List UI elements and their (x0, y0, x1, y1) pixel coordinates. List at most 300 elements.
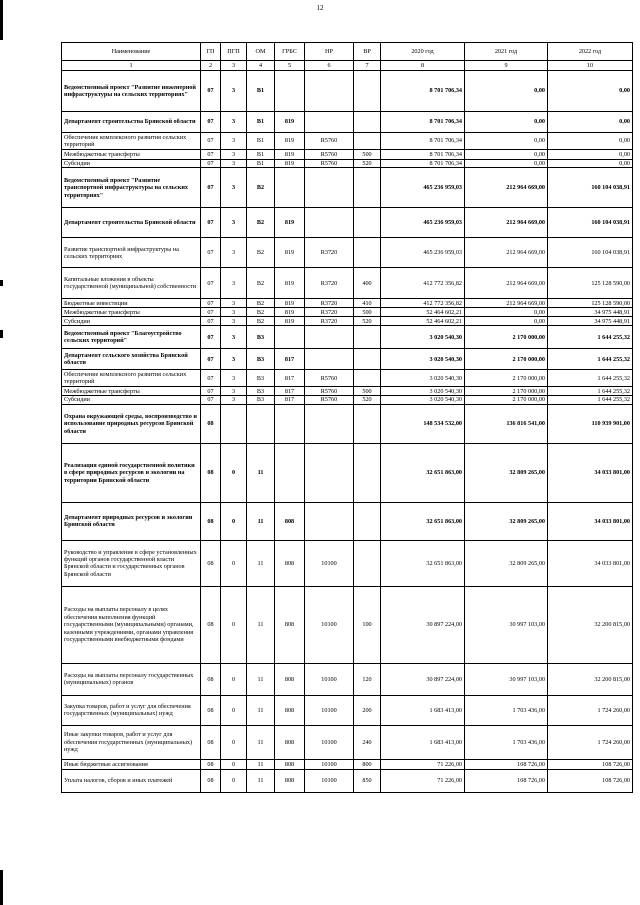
cell-vr (354, 540, 381, 586)
cell-2020: 3 020 540,30 (381, 370, 465, 387)
cell-gp: 08 (201, 443, 221, 502)
cell-gp: 07 (201, 71, 221, 112)
cell-om: В1 (247, 150, 275, 160)
col-number: 1 (62, 61, 201, 71)
cell-pgp: 3 (221, 150, 247, 160)
cell-gp: 07 (201, 238, 221, 268)
cell-name: Обеспечение комплексного развития сельских территорий (62, 370, 201, 387)
cell-grbs (275, 168, 305, 208)
cell-nr (305, 404, 354, 443)
cell-gp: 07 (201, 133, 221, 150)
cell-name: Расходы на выплаты персоналу в целях обеспечения выполнения функций государственными (муниципальными) органами, казенными учреждениями, органами управления государственными внебюджетными фондами (62, 586, 201, 663)
cell-name: Иные бюджетные ассигнования (62, 759, 201, 769)
cell-name: Межбюджетные трансферты (62, 308, 201, 317)
col-number: 7 (354, 61, 381, 71)
cell-om (247, 404, 275, 443)
cell-pgp: 3 (221, 387, 247, 396)
cell-pgp: 3 (221, 370, 247, 387)
cell-gp: 07 (201, 349, 221, 370)
cell-grbs (275, 326, 305, 349)
cell-2021: 2 170 000,00 (465, 349, 548, 370)
col-number: 6 (305, 61, 354, 71)
cell-2022: 110 939 901,00 (548, 404, 633, 443)
cell-vr: 410 (354, 299, 381, 308)
cell-grbs: 808 (275, 769, 305, 792)
cell-om: 11 (247, 443, 275, 502)
table-row (62, 326, 633, 349)
cell-vr: 850 (354, 769, 381, 792)
table-row (62, 404, 633, 443)
cell-gp: 07 (201, 308, 221, 317)
cell-2021: 108 726,00 (465, 769, 548, 792)
cell-2020: 8 701 706,34 (381, 112, 465, 133)
col-number: 5 (275, 61, 305, 71)
cell-2021: 2 170 000,00 (465, 387, 548, 396)
cell-2021: 212 964 669,00 (465, 238, 548, 268)
cell-vr (354, 133, 381, 150)
cell-name: Межбюджетные трансферты (62, 150, 201, 160)
cell-nr: 10100 (305, 725, 354, 759)
col-header-2021: 2021 год (465, 43, 548, 61)
cell-gp: 07 (201, 396, 221, 404)
cell-pgp: 0 (221, 443, 247, 502)
cell-gp: 07 (201, 299, 221, 308)
cell-pgp: 0 (221, 663, 247, 695)
cell-nr (305, 349, 354, 370)
cell-pgp: 3 (221, 299, 247, 308)
cell-grbs: 808 (275, 663, 305, 695)
cell-gp: 08 (201, 540, 221, 586)
cell-grbs: 808 (275, 586, 305, 663)
cell-nr: R3720 (305, 238, 354, 268)
cell-2020: 465 236 959,03 (381, 208, 465, 238)
cell-grbs (275, 404, 305, 443)
cell-om: 11 (247, 540, 275, 586)
table-row (62, 308, 633, 317)
cell-2020: 412 772 356,82 (381, 268, 465, 299)
cell-name: Бюджетные инвестиции (62, 299, 201, 308)
cell-2021: 1 703 436,00 (465, 725, 548, 759)
cell-nr (305, 112, 354, 133)
cell-grbs: 808 (275, 540, 305, 586)
table-row (62, 443, 633, 502)
cell-gp: 08 (201, 663, 221, 695)
table-row (62, 238, 633, 268)
cell-om: В2 (247, 268, 275, 299)
cell-2020: 30 897 224,00 (381, 663, 465, 695)
cell-2021: 0,00 (465, 112, 548, 133)
col-header-name: Наименование (62, 43, 201, 61)
cell-2021: 0,00 (465, 317, 548, 326)
cell-2022: 1 724 260,00 (548, 725, 633, 759)
cell-name: Межбюджетные трансферты (62, 387, 201, 396)
budget-table (61, 42, 633, 793)
cell-2022: 160 104 038,91 (548, 238, 633, 268)
cell-grbs: 817 (275, 349, 305, 370)
cell-gp: 08 (201, 725, 221, 759)
cell-2022: 34 033 801,00 (548, 502, 633, 540)
cell-2022: 32 200 815,00 (548, 663, 633, 695)
cell-om: В1 (247, 112, 275, 133)
cell-om: 11 (247, 725, 275, 759)
cell-nr (305, 71, 354, 112)
cell-gp: 07 (201, 112, 221, 133)
cell-2020: 8 701 706,34 (381, 160, 465, 168)
table-row (62, 150, 633, 160)
cell-vr (354, 404, 381, 443)
cell-om: 11 (247, 663, 275, 695)
table-row (62, 695, 633, 725)
cell-om: 11 (247, 695, 275, 725)
cell-grbs: 819 (275, 268, 305, 299)
cell-vr (354, 502, 381, 540)
cell-name: Ведомственный проект "Развитие инженерной инфраструктуры на сельских территориях" (62, 71, 201, 112)
cell-pgp: 3 (221, 160, 247, 168)
col-header-gp: ГП (201, 43, 221, 61)
cell-2022: 34 033 801,00 (548, 443, 633, 502)
cell-2022: 0,00 (548, 133, 633, 150)
cell-2020: 32 651 863,00 (381, 502, 465, 540)
cell-2020: 3 020 540,30 (381, 387, 465, 396)
cell-2022: 160 104 038,91 (548, 168, 633, 208)
cell-om: В1 (247, 71, 275, 112)
col-header-2022: 2022 год (548, 43, 633, 61)
cell-name: Закупка товаров, работ и услуг для обеспечения государственных (муниципальных) нужд (62, 695, 201, 725)
cell-om: В2 (247, 168, 275, 208)
cell-pgp: 3 (221, 208, 247, 238)
cell-gp: 07 (201, 370, 221, 387)
cell-pgp: 0 (221, 540, 247, 586)
cell-2020: 3 020 540,30 (381, 326, 465, 349)
cell-pgp: 3 (221, 168, 247, 208)
table-row (62, 586, 633, 663)
table-row (62, 540, 633, 586)
table-row (62, 268, 633, 299)
cell-om: 11 (247, 769, 275, 792)
cell-2020: 465 236 959,03 (381, 168, 465, 208)
cell-name: Иные закупки товаров, работ и услуг для обеспечения государственных (муниципальных) нужд (62, 725, 201, 759)
cell-2022: 0,00 (548, 71, 633, 112)
cell-nr: R3720 (305, 308, 354, 317)
cell-om: В3 (247, 326, 275, 349)
cell-2021: 212 964 669,00 (465, 268, 548, 299)
cell-nr: R5760 (305, 150, 354, 160)
cell-pgp: 3 (221, 112, 247, 133)
cell-2020: 8 701 706,34 (381, 71, 465, 112)
cell-nr: 10100 (305, 586, 354, 663)
col-header-pgp: ПГП (221, 43, 247, 61)
table-body (62, 71, 633, 793)
cell-vr (354, 208, 381, 238)
cell-2022: 0,00 (548, 112, 633, 133)
cell-vr (354, 168, 381, 208)
cell-om: В3 (247, 349, 275, 370)
col-header-nr: НР (305, 43, 354, 61)
table-row (62, 370, 633, 387)
cell-vr: 500 (354, 150, 381, 160)
cell-2020: 148 534 532,00 (381, 404, 465, 443)
cell-vr: 120 (354, 663, 381, 695)
cell-name: Руководство и управление в сфере установленных функций органов государственной власти Брянской области и государственных органов Брянской области (62, 540, 201, 586)
cell-2020: 8 701 706,34 (381, 133, 465, 150)
cell-vr: 200 (354, 695, 381, 725)
cell-2020: 52 464 602,21 (381, 317, 465, 326)
cell-2021: 1 703 436,00 (465, 695, 548, 725)
cell-2022: 1 644 255,32 (548, 387, 633, 396)
cell-om: В2 (247, 238, 275, 268)
cell-name: Охрана окружающей среды, воспроизводство и использование природных ресурсов Брянской области (62, 404, 201, 443)
cell-nr: R5760 (305, 160, 354, 168)
cell-2021: 2 170 000,00 (465, 370, 548, 387)
cell-grbs: 819 (275, 208, 305, 238)
cell-nr (305, 168, 354, 208)
cell-vr: 240 (354, 725, 381, 759)
table-row (62, 317, 633, 326)
cell-pgp: 3 (221, 71, 247, 112)
cell-2020: 1 683 413,00 (381, 695, 465, 725)
cell-2022: 34 975 448,91 (548, 308, 633, 317)
cell-vr (354, 370, 381, 387)
cell-2021: 108 726,00 (465, 759, 548, 769)
cell-grbs: 808 (275, 725, 305, 759)
cell-name: Департамент строительства Брянской области (62, 112, 201, 133)
table-row (62, 349, 633, 370)
cell-grbs: 808 (275, 695, 305, 725)
cell-vr: 520 (354, 396, 381, 404)
cell-2021: 32 809 265,00 (465, 540, 548, 586)
cell-2020: 71 226,00 (381, 759, 465, 769)
col-number: 4 (247, 61, 275, 71)
cell-2020: 3 020 540,30 (381, 396, 465, 404)
cell-2021: 212 964 669,00 (465, 299, 548, 308)
cell-name: Капитальные вложения в объекты государственной (муниципальной) собственности (62, 268, 201, 299)
cell-grbs: 819 (275, 112, 305, 133)
cell-gp: 07 (201, 160, 221, 168)
col-number: 9 (465, 61, 548, 71)
cell-name: Реализация единой государственной политики в сфере природных ресурсов и экологии на территории Брянской области (62, 443, 201, 502)
cell-name: Департамент сельского хозяйства Брянской области (62, 349, 201, 370)
col-number: 3 (221, 61, 247, 71)
cell-om: В1 (247, 160, 275, 168)
cell-nr: 10100 (305, 540, 354, 586)
cell-grbs: 808 (275, 759, 305, 769)
cell-2021: 32 809 265,00 (465, 443, 548, 502)
cell-pgp: 3 (221, 238, 247, 268)
cell-2022: 1 644 255,32 (548, 326, 633, 349)
col-header-om: ОМ (247, 43, 275, 61)
header-row (62, 43, 633, 61)
cell-grbs: 819 (275, 299, 305, 308)
cell-2022: 125 128 590,00 (548, 299, 633, 308)
cell-2020: 30 897 224,00 (381, 586, 465, 663)
col-number: 8 (381, 61, 465, 71)
cell-2020: 52 464 602,21 (381, 308, 465, 317)
cell-2021: 0,00 (465, 150, 548, 160)
cell-grbs: 819 (275, 133, 305, 150)
table-row (62, 208, 633, 238)
cell-2021: 2 170 000,00 (465, 326, 548, 349)
column-number-row (62, 61, 633, 71)
cell-om: В2 (247, 308, 275, 317)
table-row (62, 299, 633, 308)
table-row (62, 168, 633, 208)
table-row (62, 663, 633, 695)
cell-nr: 10100 (305, 769, 354, 792)
cell-2022: 1 644 255,32 (548, 370, 633, 387)
cell-vr (354, 112, 381, 133)
cell-grbs: 817 (275, 387, 305, 396)
cell-pgp: 0 (221, 725, 247, 759)
cell-grbs: 819 (275, 160, 305, 168)
cell-nr (305, 326, 354, 349)
cell-vr (354, 71, 381, 112)
cell-name: Департамент природных ресурсов и экологии Брянской области (62, 502, 201, 540)
cell-pgp: 0 (221, 769, 247, 792)
cell-pgp: 3 (221, 396, 247, 404)
cell-2020: 71 226,00 (381, 769, 465, 792)
cell-om: В3 (247, 396, 275, 404)
cell-vr (354, 326, 381, 349)
cell-vr: 800 (354, 759, 381, 769)
cell-vr: 500 (354, 387, 381, 396)
cell-2021: 212 964 669,00 (465, 208, 548, 238)
cell-2020: 412 772 356,82 (381, 299, 465, 308)
cell-pgp: 3 (221, 308, 247, 317)
page-number: 12 (316, 4, 324, 12)
table-row (62, 71, 633, 112)
cell-name: Ведомственный проект "Развитие транспортной инфраструктуры на сельских территориях" (62, 168, 201, 208)
cell-nr: R5760 (305, 387, 354, 396)
cell-nr: R5760 (305, 133, 354, 150)
table-row (62, 396, 633, 404)
cell-name: Субсидии (62, 317, 201, 326)
cell-om: 11 (247, 586, 275, 663)
cell-om: В3 (247, 370, 275, 387)
cell-nr (305, 502, 354, 540)
cell-nr: 10100 (305, 695, 354, 725)
cell-2021: 0,00 (465, 71, 548, 112)
cell-vr: 520 (354, 160, 381, 168)
cell-2022: 160 104 038,91 (548, 208, 633, 238)
cell-2022: 0,00 (548, 150, 633, 160)
cell-grbs: 817 (275, 370, 305, 387)
cell-2022: 108 726,00 (548, 769, 633, 792)
cell-2021: 30 997 103,00 (465, 663, 548, 695)
cell-name: Субсидии (62, 160, 201, 168)
cell-gp: 08 (201, 769, 221, 792)
cell-pgp: 0 (221, 586, 247, 663)
cell-om: В2 (247, 317, 275, 326)
cell-name: Развитие транспортной инфраструктуры на сельских территориях (62, 238, 201, 268)
cell-pgp: 3 (221, 268, 247, 299)
cell-gp: 08 (201, 404, 221, 443)
scan-left-edge (0, 0, 3, 905)
col-number: 2 (201, 61, 221, 71)
cell-name: Расходы на выплаты персоналу государственных (муниципальных) органов (62, 663, 201, 695)
table-row (62, 725, 633, 759)
cell-om: 11 (247, 502, 275, 540)
cell-gp: 08 (201, 759, 221, 769)
cell-2022: 125 128 590,00 (548, 268, 633, 299)
cell-grbs: 817 (275, 396, 305, 404)
cell-2020: 3 020 540,30 (381, 349, 465, 370)
cell-pgp: 3 (221, 133, 247, 150)
cell-gp: 07 (201, 168, 221, 208)
table-row (62, 502, 633, 540)
table-row (62, 133, 633, 150)
cell-2021: 0,00 (465, 133, 548, 150)
cell-nr: R3720 (305, 317, 354, 326)
cell-2021: 32 809 265,00 (465, 502, 548, 540)
cell-grbs: 819 (275, 308, 305, 317)
cell-name: Уплата налогов, сборов и иных платежей (62, 769, 201, 792)
cell-2021: 30 997 103,00 (465, 586, 548, 663)
cell-2022: 34 033 801,00 (548, 540, 633, 586)
cell-2021: 136 816 541,00 (465, 404, 548, 443)
cell-gp: 07 (201, 268, 221, 299)
cell-2021: 2 170 000,00 (465, 396, 548, 404)
cell-gp: 08 (201, 502, 221, 540)
cell-grbs: 819 (275, 150, 305, 160)
cell-name: Обеспечение комплексного развития сельских территорий (62, 133, 201, 150)
cell-2021: 0,00 (465, 308, 548, 317)
cell-2022: 1 644 255,32 (548, 349, 633, 370)
cell-pgp: 3 (221, 326, 247, 349)
cell-2020: 465 236 959,03 (381, 238, 465, 268)
cell-pgp: 0 (221, 695, 247, 725)
cell-grbs (275, 71, 305, 112)
cell-2020: 1 683 413,00 (381, 725, 465, 759)
cell-grbs (275, 443, 305, 502)
col-header-2020: 2020 год (381, 43, 465, 61)
cell-vr: 100 (354, 586, 381, 663)
cell-pgp: 0 (221, 502, 247, 540)
cell-2022: 0,00 (548, 160, 633, 168)
table-row (62, 769, 633, 792)
cell-2022: 32 200 815,00 (548, 586, 633, 663)
cell-2021: 0,00 (465, 160, 548, 168)
cell-om: В2 (247, 208, 275, 238)
cell-vr: 500 (354, 308, 381, 317)
cell-nr (305, 443, 354, 502)
cell-gp: 07 (201, 317, 221, 326)
cell-grbs: 819 (275, 317, 305, 326)
cell-name: Департамент строительства Брянской области (62, 208, 201, 238)
cell-nr: R3720 (305, 268, 354, 299)
cell-nr: 10100 (305, 663, 354, 695)
cell-name: Субсидии (62, 396, 201, 404)
cell-gp: 07 (201, 387, 221, 396)
cell-gp: 07 (201, 150, 221, 160)
cell-pgp: 3 (221, 317, 247, 326)
cell-vr (354, 443, 381, 502)
cell-2022: 34 975 448,91 (548, 317, 633, 326)
table-row (62, 387, 633, 396)
cell-gp: 07 (201, 326, 221, 349)
cell-name: Ведомственный проект "Благоустройство сельских территорий" (62, 326, 201, 349)
cell-vr (354, 238, 381, 268)
cell-nr: R5760 (305, 396, 354, 404)
table-row (62, 759, 633, 769)
cell-2020: 32 651 863,00 (381, 540, 465, 586)
cell-2020: 8 701 706,34 (381, 150, 465, 160)
cell-nr: 10100 (305, 759, 354, 769)
cell-vr (354, 349, 381, 370)
cell-nr: R3720 (305, 299, 354, 308)
cell-pgp (221, 404, 247, 443)
col-header-grbs: ГРБС (275, 43, 305, 61)
col-header-vr: ВР (354, 43, 381, 61)
